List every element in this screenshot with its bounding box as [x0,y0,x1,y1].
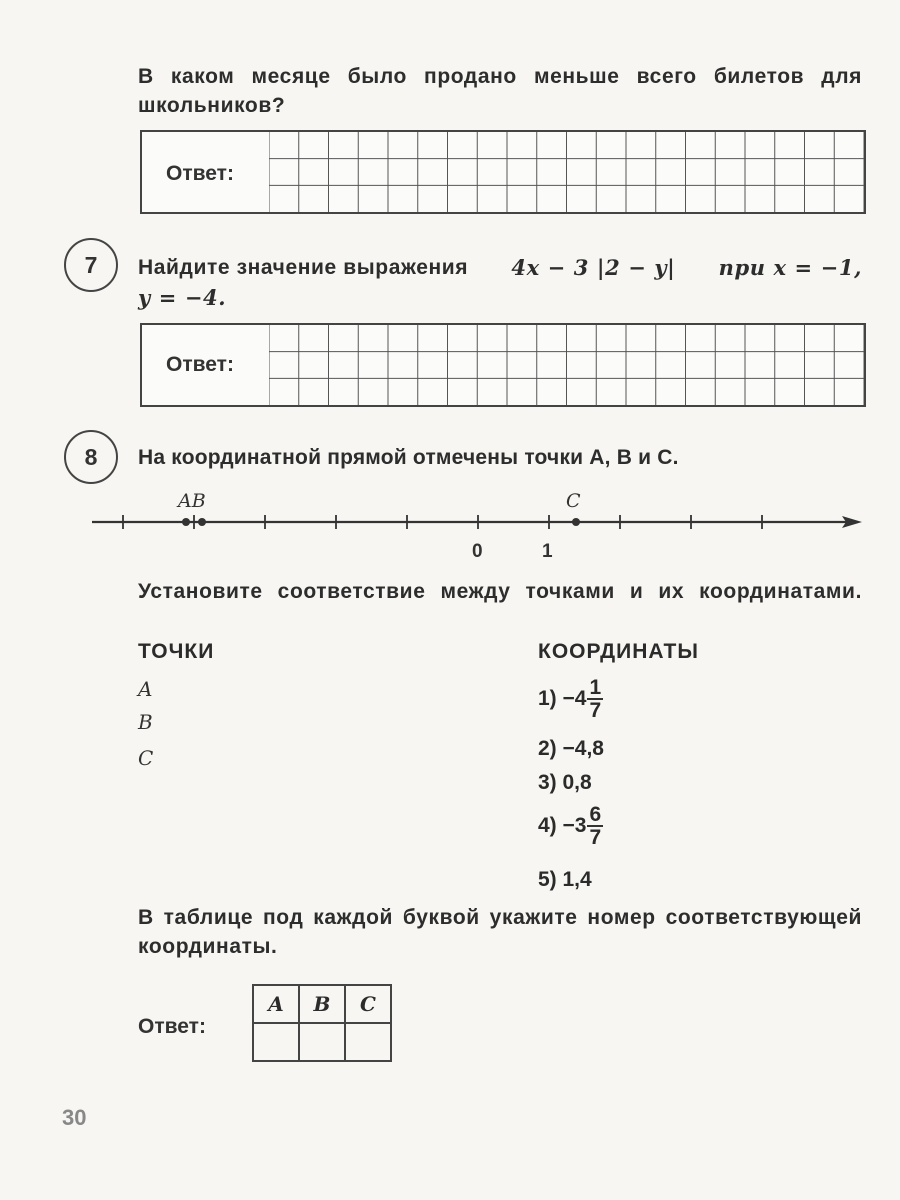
label-ab: AB [178,490,206,512]
q7-condition-x: при x = −1, [718,255,862,280]
coordinate-2: 2) −4,8 [538,737,604,760]
question-6-text: В каком месяце было продано меньше всего билетов для школьников? [138,65,862,117]
q7-prefix: Найдите значение выражения [138,256,469,279]
q7-expression: 4x − 3 |2 − y| [511,255,676,280]
point-label-a: A [138,677,153,701]
page-number: 30 [62,1105,87,1130]
coordinate-1: 1) −4 $\frac{1}{7}$ [538,676,602,722]
answer-table-q8[interactable] [252,984,392,1062]
matching-instruction: Установите соответствие между точками и их координатами. [138,580,862,603]
answer-label: Ответ: [166,162,234,185]
question-7-text [138,253,862,282]
points-header: ТОЧКИ [138,640,215,663]
number-line [90,485,870,565]
answer-cell-c[interactable] [345,1023,391,1061]
question-7-condition-y: y = −4. [138,285,227,310]
point-c [572,518,580,526]
answer-grid-q6[interactable] [269,132,864,212]
coords-header: КООРДИНАТЫ [538,640,699,663]
coordinate-4: 4) −3 $\frac{6}{7}$ [538,803,602,849]
answer-box-q6[interactable] [140,130,866,214]
fraction-1-7: $\frac{1}{7}$ [589,676,602,722]
answer-cell-b[interactable] [299,1023,345,1061]
label-zero: 0 [472,541,483,562]
label-one: 1 [542,541,553,562]
point-b [198,518,206,526]
question-8-text: На координатной прямой отмечены точки A, B и C. [138,446,679,469]
answer-box-q7[interactable] [140,323,866,407]
coordinate-5: 5) 1,4 [538,868,592,891]
table-header-b: B [299,985,345,1023]
fraction-6-7: $\frac{6}{7}$ [589,803,602,849]
answer-label-q8: Ответ: [138,1015,206,1038]
point-label-c: C [138,746,154,770]
answer-label: Ответ: [166,353,234,376]
table-header-a: A [253,985,299,1023]
point-label-b: B [138,710,153,734]
question-number-7: 7 [64,238,118,292]
table-header-c: C [345,985,391,1023]
point-a [182,518,190,526]
answer-grid-q7[interactable] [269,325,864,405]
table-instruction: В таблице под каждой буквой укажите номер соответствующей координаты. [138,906,862,958]
question-number-8: 8 [64,430,118,484]
answer-cell-a[interactable] [253,1023,299,1061]
coordinate-3: 3) 0,8 [538,771,592,794]
label-c: C [566,490,581,512]
